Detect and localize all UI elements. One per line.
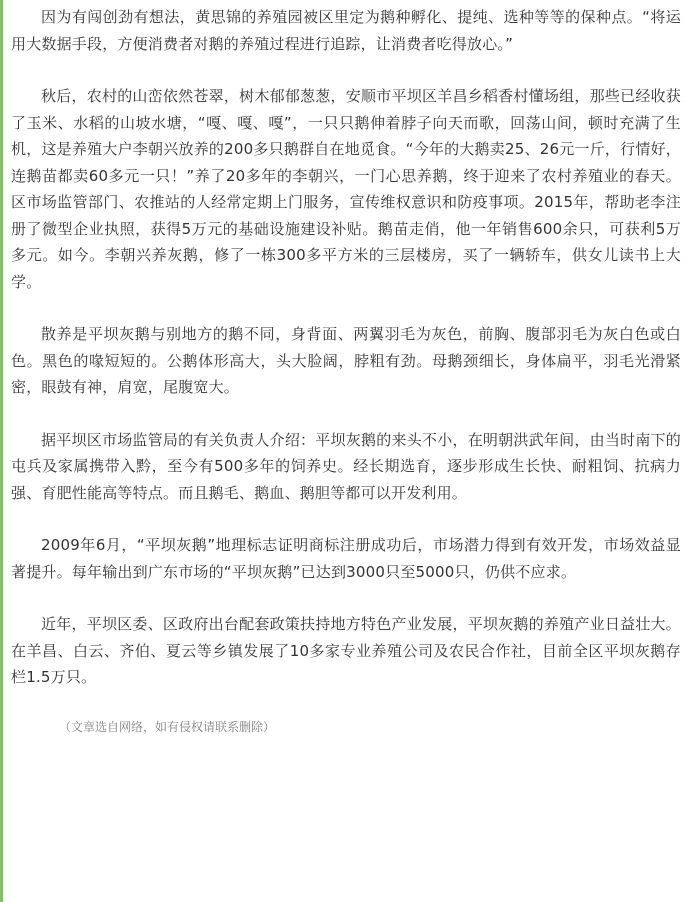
paragraph-spacer [11, 585, 681, 611]
paragraph-spacer [11, 506, 681, 532]
paragraph-history: 据平坝区市场监管局的有关负责人介绍：平坝灰鹅的来头不小，在明朝洪武年间，由当时南下的屯兵及家属携带入黔，至今有500多年的饲养史。经长期选育，逐步形成生长快、耐粗饲、抗病力强、育肥性能高等特点。而且鹅毛、鹅血、鹅胆等都可以开发利用。 [11, 430, 681, 502]
source-note: （文章选自网络，如有侵权请联系删除） [59, 719, 276, 734]
paragraph-spacer [11, 401, 681, 427]
paragraph-spacer [11, 295, 681, 321]
paragraph-trademark: 2009年6月，“平坝灰鹅”地理标志证明商标注册成功后，市场潜力得到有效开发，市场效益显著提升。每年输出到广东市场的“平坝灰鹅”已达到3000只至5000只，仍供不应求。 [11, 536, 681, 581]
paragraph-spacer [11, 691, 681, 717]
paragraph-li-chaoxing: 秋后，农村的山峦依然苍翠，树木郁郁葱葱，安顺市平坝区羊昌乡稻香村懂场组，那些已经收获了玉米、水稻的山坡水塘，“嘎、嘎、嘎”，一只只鹅伸着脖子向天而歌，回荡山间，顿时充满了生机，这是养殖大户李朝兴放养的200多只鹅群自在地觅食。“今年的大鹅卖25、26元一斤，行情好，连鹅苗都卖60多元一只！”养了20多年的李朝兴，一门心思养鹅，终于迎来了农村养殖业的春天。区市场监管部门、农推站的人经常定期上门服务，宣传维权意识和防疫事项。2015年，帮助老李注册了微型企业执照，获得5万元的基础设施建设补贴。鹅苗走俏，他一年销售600余只，可获利5万多元。如今。李朝兴养灰鹅，修了一栋300多平方米的三层楼房，买了一辆轿车，供女儿读书上大学。 [11, 87, 681, 291]
paragraph-goose-features: 散养是平坝灰鹅与别地方的鹅不同，身背面、两翼羽毛为灰色，前胸、腹部羽毛为灰白色或白色。黑色的喙短短的。公鹅体形高大，头大脸阔，脖粗有劲。母鹅颈细长，身体扁平，羽毛光滑紧密，眼鼓有神，肩宽，尾腹宽大。 [11, 325, 681, 396]
paragraph-spacer [11, 57, 681, 83]
paragraph-breeding-center: 因为有闯创劲有想法，黄思锦的养殖园被区里定为鹅种孵化、提纯、选种等等的保种点。“将运用大数据手段，方便消费者对鹅的养殖过程进行追踪，让消费者吃得放心。” [11, 8, 681, 53]
paragraph-industry: 近年，平坝区委、区政府出台配套政策扶持地方特色产业发展，平坝灰鹅的养殖产业日益壮大。在羊昌、白云、齐伯、夏云等乡镇发展了10多家专业养殖公司及农民合作社，目前全区平坝灰鹅存栏1.5万只。 [11, 615, 681, 686]
